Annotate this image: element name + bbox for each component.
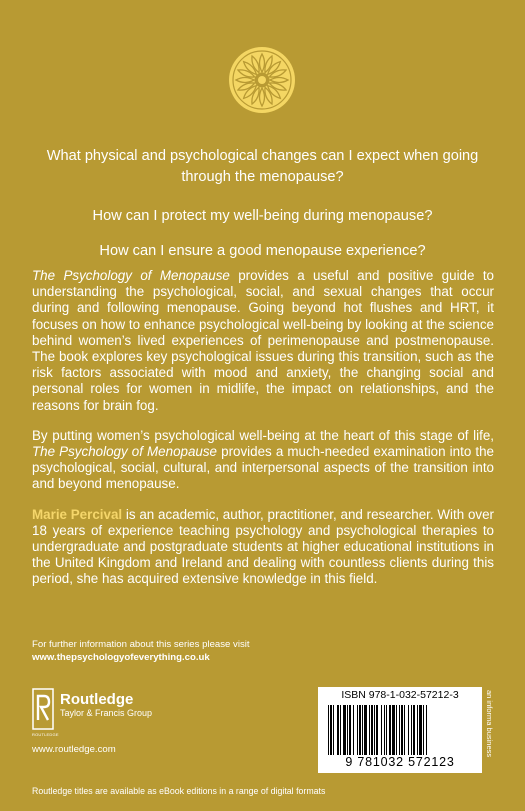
sunflower-emblem-icon xyxy=(228,46,296,114)
barcode-number: 9 781032 572123 xyxy=(345,755,455,769)
publisher-url[interactable]: www.routledge.com xyxy=(32,744,116,755)
informa-text: an informa business xyxy=(485,690,494,758)
series-info xyxy=(32,638,332,664)
book-description xyxy=(32,268,494,602)
description-text: provides a useful and positive guide to understanding the psychological, social, and sexual changes that occur during and following menopause. Going beyond hot flushes and HRT, it focuses on how to enhance psychological well-being by looking at the science behind women’s lived experiences of perimenopause and postmenopause. The book explores key psychological issues during this transition, such as the risk factors associated with mood and anxiety, the changing social and personal roles for women in midlife, the impact on relationships, and the reasons for brain fog. xyxy=(32,268,494,413)
question-list xyxy=(30,146,495,276)
isbn-text: ISBN 978-1-032-57212-3 xyxy=(341,689,459,701)
question-1: What physical and psychological changes can I expect when going through the menopause? xyxy=(46,148,479,185)
informa-tagline xyxy=(484,690,496,772)
description-paragraph-2 xyxy=(32,428,494,493)
routledge-logo-icon xyxy=(32,688,54,730)
question-2: How can I protect my well-being during menopause? xyxy=(92,208,433,224)
description-text: provides a much-needed examination into the psychological, social, cultural, and interpersonal aspects of the transition into and beyond menopause. xyxy=(32,444,494,492)
author-bio-text: is an academic, author, practitioner, and researcher. With over 18 years of experience teaching psychology and psychological therapies to undergraduate and postgraduate students at higher educational institutions in the United Kingdom and Ireland and dealing with countless clients during this period, she has acquired extensive knowledge in this field. xyxy=(32,506,494,587)
description-paragraph-1 xyxy=(32,268,494,414)
author-name: Marie Percival xyxy=(32,506,123,522)
book-title: The Psychology of Menopause xyxy=(32,268,230,283)
publisher-block xyxy=(32,688,232,755)
author-bio xyxy=(32,507,494,588)
barcode-bars xyxy=(326,705,474,755)
routledge-logo-text: ROUTLEDGE xyxy=(32,732,59,737)
isbn-barcode xyxy=(318,687,482,773)
book-title: The Psychology of Menopause xyxy=(32,444,218,460)
question-3: How can I ensure a good menopause experience? xyxy=(99,243,426,259)
publisher-name: Routledge xyxy=(60,691,134,708)
series-label: For further information about this series please visit xyxy=(32,639,250,650)
description-text: By putting women’s psychological well-being at the heart of this stage of life, xyxy=(32,427,494,443)
publisher-group: Taylor & Francis Group xyxy=(60,708,153,718)
series-link[interactable]: www.thepsychologyofeverything.co.uk xyxy=(32,652,210,663)
ebook-note: Routledge titles are available as eBook editions in a range of digital formats xyxy=(32,786,326,796)
